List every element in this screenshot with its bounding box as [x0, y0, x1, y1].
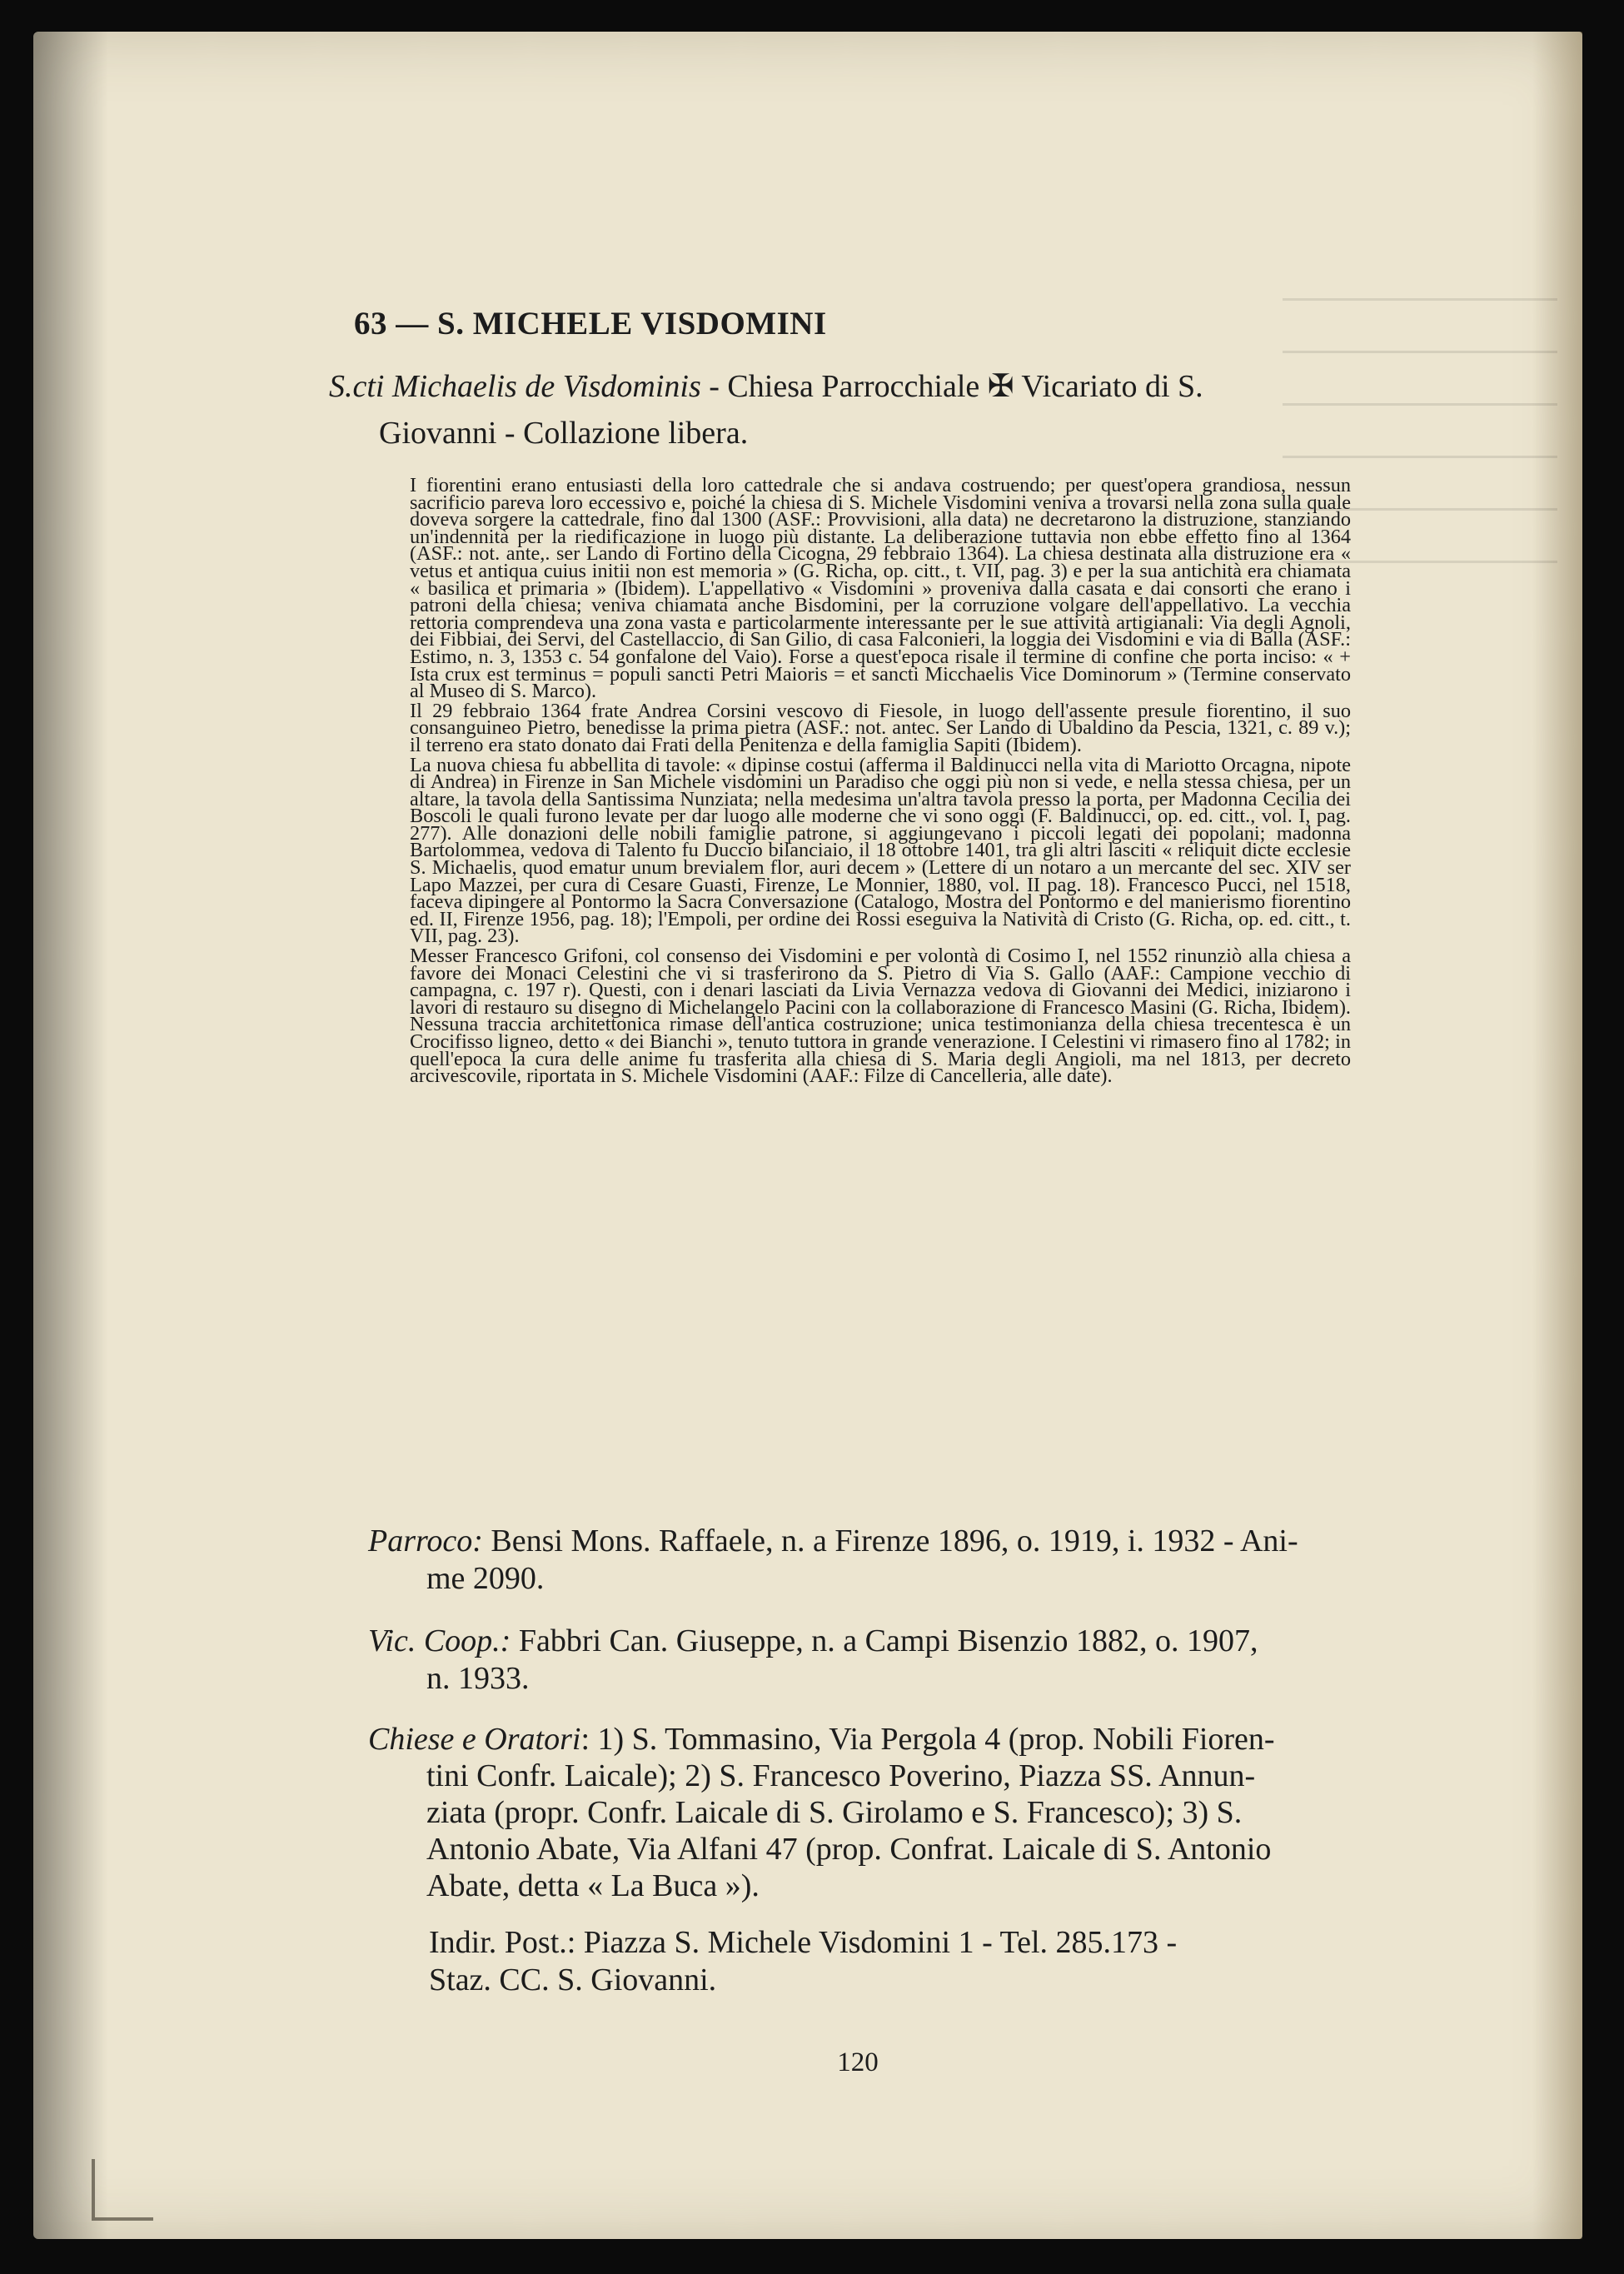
spine-shadow [33, 32, 108, 2239]
vic-coop-label: Vic. Coop.: [368, 1623, 511, 1658]
chiese-colon: : [580, 1722, 590, 1757]
vicariato: Vicariato di S. [1014, 369, 1203, 404]
page-number: 120 [837, 2047, 879, 2077]
chiese-line2: tini Confr. Laicale); 2) S. Francesco Poverino, Piazza SS. Annun- [426, 1758, 1256, 1793]
parroco-label: Parroco: [368, 1523, 483, 1558]
book-page [33, 32, 1582, 2239]
paragraph: Il 29 febbraio 1364 frate Andrea Corsini vescovo di Fiesole, in luogo dell'assente presule fiorentino, il suo consanguineo Pietro, benedisse la prima pietra (ASF.: not. antec. Ser Lando di Ubaldino da Pescia, 1321, c. 89 v.); il terreno era stato donato dai Frati della Penitenza e della famiglia Sapiti (Ibidem). [410, 699, 1351, 756]
vic-coop-line2: n. 1933. [426, 1661, 530, 1696]
paragraph: I fiorentini erano entusiasti della loro cattedrale che si andava costruendo; per quest'opera grandiosa, nessun sacrificio pareva loro eccessivo e, poiché la chiesa di S. Michele Visdomini veniva a trovarsi nella zona sulla quale doveva sorgere la cattedrale, fino dal 1300 (ASF.: Provvisioni, alla data) ne decretarono la distruzione, stanziando un'indennità per la riedificazione in luogo più distante. La deliberazione tuttavia non ebbe effetto fino al 1364 (ASF.: not. ante,. ser Lando di Fortino della Cicogna, 29 febbraio 1364). La chiesa destinata alla distruzione era « vetus et antiqua cuius initii non est memoria » (G. Richa, op. citt., t. VII, pag. 3) e per la sua antichità era chiamata « basilica et primaria » (Ibidem). L'appellativo « Visdomini » proveniva dalla casata e dai consorti che erano i patroni della chiesa; veniva chiamata anche Bisdomini, per la corruzione volgare dell'appellativo. La vecchia rettoria comprendeva una zona vasta e particolarmente interessante per le sue attività artigianali: Via degli Agnoli, dei Fibbiai, dei Servi, del Castellaccio, di San Gilio, di casa Falconieri, la loggia dei Visdomini e via di Balla (ASF.: Estimo, n. 3, 1353 c. 54 gonfalone del Vaio). Forse a quest'epoca risale il termine di confine che porta inciso: « + Ista crux est terminus = populi sancti Petri Maioris = et sancti Micchaelis Vice Dominorum » (Termine conservato al Museo di S. Marco). [410, 474, 1351, 703]
chiese-label: Chiese e Oratori [368, 1722, 581, 1757]
parroco-line2: me 2090. [426, 1561, 545, 1596]
subtitle-line2: Giovanni - Collazione libera. [379, 416, 749, 451]
page-stack-corner [92, 2159, 153, 2221]
entry-heading: 63 — S. MICHELE VISDOMINI [354, 306, 827, 342]
latin-name: S.cti Michaelis de Visdominis [329, 369, 701, 404]
history-text [410, 474, 1351, 1088]
parroco-entry [368, 1523, 1401, 1598]
paragraph: La nuova chiesa fu abbellita di tavole: « dipinse costui (afferma il Baldinucci nella vita di Mariotto Orcagna, nipote di Andrea) in Firenze in San Michele visdomini un Paradiso che oggi più non si vede, e nella stessa chiesa, per un altare, la tavola della Santissima Nunziata; nella medesima un'altra tavola presso la porta, per Madonna Cecilia dei Boscoli le quali furono levate per dar luogo alle moderne che vi sono oggi (F. Baldinucci, op. ed. citt., vol. I, pag. 277). Alle donazioni delle nobili famiglie patrone, si aggiungevano i piccoli legati dei popolani; madonna Bartolommea, vedova di Talento fu Duccio bilanciaio, il 18 ottobre 1401, tra gli altri lasciti « reliquit dicte ecclesie S. Michaelis, quod ematur unum brevialem flor, auri decem » (Lettere di un notaro a un mercante del sec. XIV ser Lapo Mazzei, per cura di Cesare Guasti, Firenze, Le Monnier, 1880, vol. II pag. 18). Francesco Pucci, nel 1518, faceva dipingere al Pontormo la Sacra Conversazione (Catalogo, Mostra del Pontormo e del manierismo fiorentino ed. II, Firenze 1956, pag. 18); l'Empoli, per ordine dei Rossi eseguiva la Natività di Cristo (G. Richa, op. ed. citt., t. VII, pag. 23). [410, 753, 1351, 948]
cross-icon: ✠ [987, 369, 1014, 404]
chiese-line1: 1) S. Tommasino, Via Pergola 4 (prop. Nobili Fioren- [590, 1722, 1275, 1757]
entry-subtitle [329, 363, 1362, 456]
indir-line2: Staz. CC. S. Giovanni. [429, 1962, 717, 1997]
page-edge [1532, 32, 1582, 2239]
church-type: - Chiesa Parrocchiale [700, 369, 988, 404]
indir-line1: Indir. Post.: Piazza S. Michele Visdomini 1 - Tel. 285.173 - [429, 1925, 1178, 1960]
chiese-line4: Antonio Abate, Via Alfani 47 (prop. Confrat. Laicale di S. Antonio [426, 1832, 1272, 1867]
postal-address [429, 1924, 1403, 1999]
parroco-line1: Bensi Mons. Raffaele, n. a Firenze 1896, o. 1919, i. 1932 - Ani- [482, 1523, 1298, 1558]
vic-coop-entry [368, 1623, 1401, 1698]
chiese-line5: Abate, detta « La Buca »). [426, 1868, 760, 1903]
chiese-entry [368, 1721, 1401, 1904]
vic-coop-line1: Fabbri Can. Giuseppe, n. a Campi Bisenzio 1882, o. 1907, [511, 1623, 1258, 1658]
paragraph: Messer Francesco Grifoni, col consenso dei Visdomini e per volontà di Cosimo I, nel 1552 rinunziò alla chiesa a favore dei Monaci Celestini che vi si trasferirono da S. Pietro di Via S. Gallo (AAF.: Campione vecchio di campagna, c. 197 r). Questi, con i denari lasciati da Livia Vernazza vedova di Giovanni dei Medici, iniziarono i lavori di restauro su disegno di Michelangelo Pacini con la collaborazione di Francesco Masini (G. Richa, Ibidem). Nessuna traccia architettonica rimase dell'antica costruzione; unica testimonianza della chiesa trecentesca è un Crocifisso ligneo, detto « dei Bianchi », tenuto tuttora in grande venerazione. I Celestini vi rimasero fino al 1782; in quell'epoca la cura delle anime fu trasferita alla chiesa di S. Maria degli Angioli, ma nel 1813, per decreto arcivescovile, riportata in S. Michele Visdomini (AAF.: Filze di Cancelleria, alle date). [410, 945, 1351, 1088]
chiese-line3: ziata (propr. Confr. Laicale di S. Girolamo e S. Francesco); 3) S. [426, 1795, 1243, 1830]
